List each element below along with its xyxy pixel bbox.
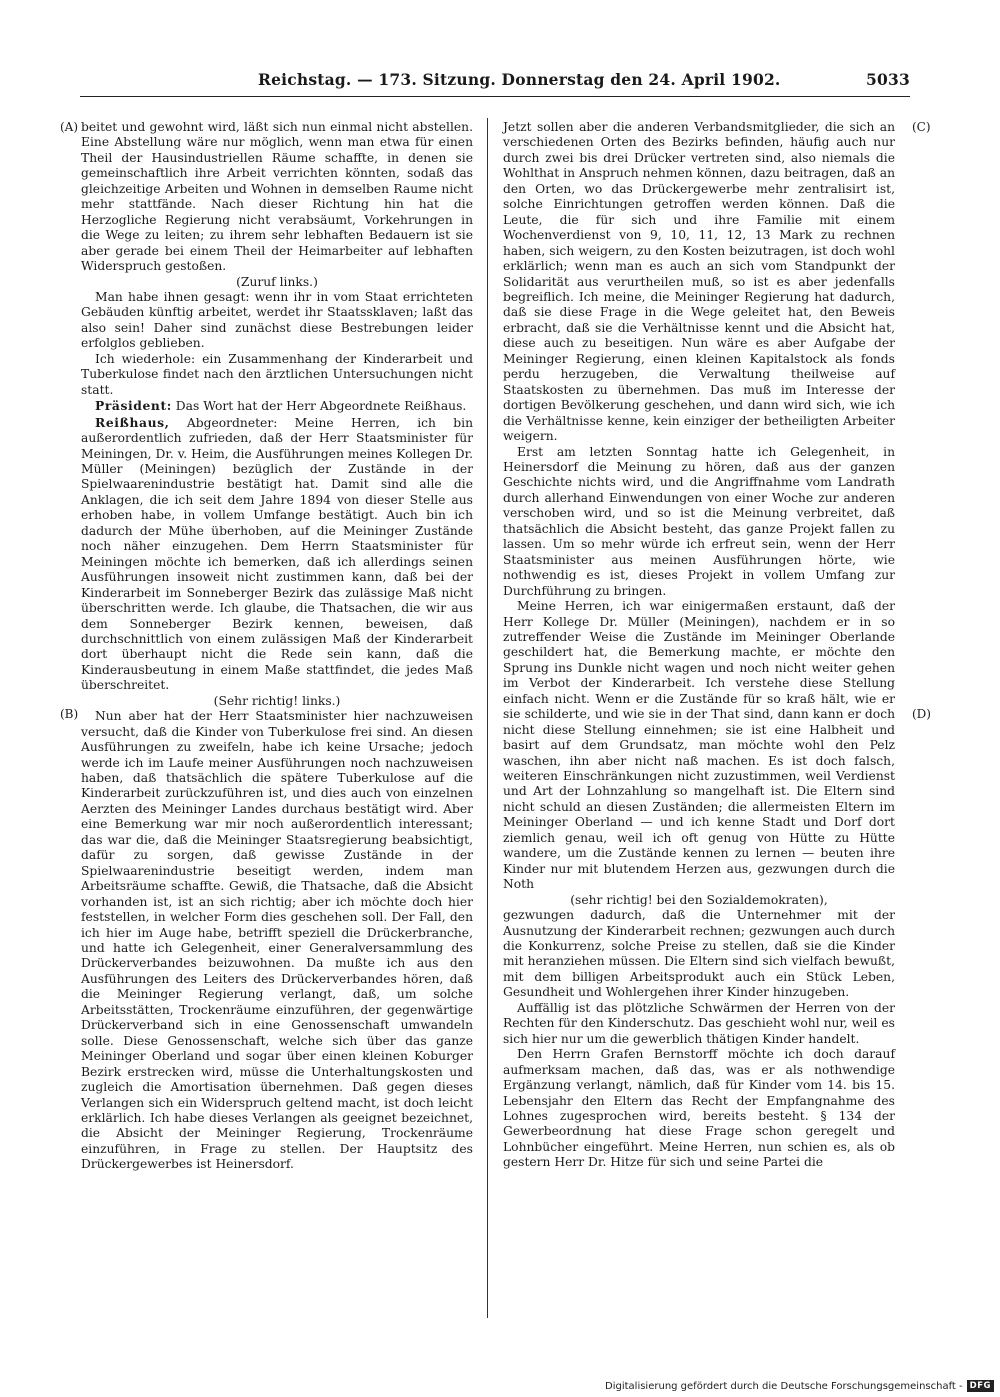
page-header — [80, 70, 910, 96]
margin-marker-c: (C) — [912, 120, 931, 134]
margin-marker-d: (D) — [912, 707, 931, 721]
running-title: Reichstag. — 173. Sitzung. Donnerstag den 24. April 1902. — [258, 70, 781, 89]
footer-credit — [605, 1379, 994, 1393]
margin-marker-b: (B) — [60, 707, 79, 721]
paragraph: Auffällig ist das plötzliche Schwärmen der Herren von der Rechten für den Kinderschutz. Das geschieht wohl nur, weil es sich hier nur um die gewerblich thätigen Kinder handelt. — [503, 1000, 895, 1046]
paragraph: Jetzt sollen aber die anderen Verbandsmitglieder, die sich an verschiedenen Orten des Bezirks befinden, häufig auch nur durch zwei bis drei Drücker vertreten sind, also niemals die Wohlthat in Anspruch nehmen können, dazu beitragen, daß an den Orten, wo das Drückergewerbe mehr zentralisirt ist, solche Einrichtungen getroffen werden können. Daß die Leute, die für sich und ihre Familie mit einem Wochenverdienst von 9, 10, 11, 12, 13 Mark zu rechnen haben, sich weigern, zu den Kosten beizutragen, ist doch wohl erklärlich; wenn man es auch an sich vom Standpunkt der Solidarität aus verurtheilen muß, so ist es aber jedenfalls begreiflich. Ich meine, die Meininger Regierung hat dadurch, daß sie diese Frage in die Wege geleitet hat, den Beweis erbracht, daß sie die Verhältnisse kennt und die Absicht hat, diese auch zu beseitigen. Nun wäre es aber Aufgabe der Meininger Regierung, einen kleinen Kapitalstock als fonds perdu herzugeben, die Verwaltung theilweise auf Staatskosten zu übernehmen. Das muß im Interesse der dortigen Bevölkerung geschehen, und dann wird sich, wie ich die Verhältnisse kenne, kein einziger der betheiligten Arbeiter weigern. — [503, 120, 895, 444]
paragraph: Meine Herren, ich war einigermaßen erstaunt, daß der Herr Kollege Dr. Müller (Meiningen), nachdem er in so zutreffender Weise die Zustände im Meininger Oberlande geschildert hat, die Bemerkung machte, er möchte den Sprung ins Dunkle nicht wagen und noch nicht weiter gehen im Verbot der Kinderarbeit. Ich verstehe diese Stellung einfach nicht. Wenn er die Zustände für so kraß hält, wie er sie schilderte, und wie sie in der That sind, dann kann er doch nicht diese Stellung einnehmen; sie ist eine Halbheit und basirt auf dem Grundsatz, man möchte wohl den Pelz waschen, ihn aber nicht naß machen. Es ist doch falsch, weiteren Einschränkungen nicht zuzustimmen, weil Verdienst und Art der Lohnzahlung so mangelhaft ist. Die Eltern sind nicht schuld an diesen Zuständen; die allermeisten Eltern im Meininger Oberland — und ich kenne Stadt und Dorf dort ziemlich genau, weil ich oft genug von Hütte zu Hütte wandere, um die Zustände kennen zu lernen — beuten ihre Kinder nur mit blutendem Herzen aus, gezwungen durch die Noth — [503, 599, 895, 892]
interjection: (sehr richtig! bei den Sozialdemokraten), — [570, 892, 828, 907]
interjection: (Zuruf links.) — [236, 274, 318, 289]
speaker-paragraph — [81, 415, 473, 694]
paragraph: Nun aber hat der Herr Staatsminister hier nachzuweisen versucht, daß die Kinder von Tuberkulose frei sind. An diesen Ausführungen zu zweifeln, habe ich keine Ursache; jedoch werde ich im Laufe meiner Ausführungen noch nachzuweisen haben, daß thatsächlich die spätere Tuberkulose auf die Kinderarbeit zurückzuführen ist, und dies auch von einzelnen Aerzten des Meininger Landes durchaus bestätigt wird. Aber eine Bemerkung war mir noch außerordentlich interessant; das war die, daß die Meininger Staatsregierung beabsichtigt, dafür zu sorgen, daß gewisse Zustände in der Spielwaarenindustrie beseitigt werden, indem man Arbeitsräume schaffte. Gewiß, die Thatsache, daß die Absicht vorhanden ist, ist an sich richtig; aber ich möchte doch hier feststellen, in welcher Form dies geschehen soll. Der Fall, den ich hier im Auge habe, betrifft speziell die Drückerbranche, und hatte ich Gelegenheit, einer Generalversammlung des Drückerverbandes beizuwohnen. Da mußte ich aus den Ausführungen des Leiters des Drückerverbandes hören, daß die Meininger Regierung verlangt, daß, um solche Arbeitsstätten, Trockenräume einzuführen, der gegenwärtige Drückerverband sich in eine Genossenschaft umwandeln solle. Diese Genossenschaft, welche sich über das ganze Meininger Oberland und sogar über einen kleinen Koburger Bezirk erstrecken wird, müsse die Unterhaltungskosten und zugleich die Amortisation übernehmen. Daß gegen dieses Verlangen sich ein Widerspruch geltend macht, ist doch leicht erklärlich. Ich habe dieses Verlangen als geeignet bezeichnet, die Absicht der Meininger Regierung, Trockenräume einzuführen, in Frage zu stellen. Der Hauptsitz des Drückergewerbes ist Heinersdorf. — [81, 709, 473, 1172]
speaker-name: Präsident: — [95, 398, 172, 414]
paragraph: Man habe ihnen gesagt: wenn ihr in vom Staat errichteten Gebäuden künftig arbeitet, werdet ihr Staatssklaven; laßt das also sein! Daher sind zunächst diese Bestrebungen leider erfolglos geblieben. — [81, 289, 473, 351]
header-rule — [80, 96, 910, 97]
footer-text: Digitalisierung gefördert durch die Deutsche Forschungsgemeinschaft - — [605, 1380, 963, 1392]
paragraph: gezwungen dadurch, daß die Unternehmer mit der Ausnutzung der Kinderarbeit rechnen; gezwungen auch durch die Konkurrenz, solche Preise zu stellen, daß sie die Kinder mit heranziehen müssen. Die Eltern sind sich vielfach bewußt, mit dem billigen Arbeitsprodukt auch ein Stück Leben, Gesundheit und Wohlergehen ihrer Kinder hinzugeben. — [503, 908, 895, 1000]
paragraph-text: Abgeordneter: Meine Herren, ich bin außerordentlich zufrieden, daß der Herr Staatsminister für Meiningen, Dr. v. Heim, die Ausführungen meines Kollegen Dr. Müller (Meiningen) bezüglich der Zustände in der Spielwaarenindustrie bestätigt hat. Damit sind alle die Anklagen, die ich seit dem Jahre 1894 von dieser Stelle aus erhoben habe, in vollem Umfange bestätigt. Auch bin ich dadurch der Mühe überhoben, auf die Meininger Zustände noch näher einzugehen. Dem Herrn Staatsminister für Meiningen möchte ich bemerken, daß ich allerdings seinen Ausführungen insoweit nicht zustimmen kann, daß bei der Kinderarbeit im Sonneberger Bezirk das zulässige Maß nicht überschritten werde. Ich glaube, die Thatsachen, die wir aus dem Sonneberger Bezirk kennen, beweisen, daß durchschnittlich von einem zulässigen Maß der Kinderarbeit dort überhaupt nicht die Rede sein kann, daß die Kinderausbeutung in einem Maße stattfindet, die jedes Maß überschreitet. — [81, 415, 473, 693]
paragraph: Den Herrn Grafen Bernstorff möchte ich doch darauf aufmerksam machen, daß das, was er als nothwendige Ergänzung verlangt, nämlich, daß für Kinder vom 14. bis 15. Lebensjahr den Eltern das Recht der Empfangnahme des Lohnes zugesprochen wird, bereits besteht. § 134 der Gewerbeordnung hat diese Frage schon geregelt und Lohnbücher eingeführt. Meine Herren, nun schien es, als ob gestern Herr Dr. Hitze für sich und seine Partei die — [503, 1047, 895, 1170]
speaker-paragraph — [81, 398, 473, 414]
paragraph-text: Das Wort hat der Herr Abgeordnete Reißhaus. — [171, 399, 467, 414]
interjection: (Sehr richtig! links.) — [213, 693, 341, 708]
speaker-name: Reißhaus, — [95, 414, 170, 430]
page-number: 5033 — [866, 70, 910, 89]
margin-marker-a: (A) — [60, 120, 79, 134]
left-column — [81, 120, 473, 1173]
paragraph: Erst am letzten Sonntag hatte ich Gelegenheit, in Heinersdorf die Meinung zu hören, daß aus der ganzen Geschichte nichts wird, und die Angriffnahme vom Landrath durch allerhand Einwendungen von einer Woche zur anderen verschoben wird, und so ist die Meinung verbreitet, daß thatsächlich die Absicht besteht, das ganze Projekt fallen zu lassen. Um so mehr würde ich erfreut sein, wenn der Herr Staatsminister aus meinen Ausführungen hörte, wie nothwendig es ist, dieses Projekt in vollem Umfang zur Durchführung zu bringen. — [503, 444, 895, 598]
paragraph: Ich wiederhole: ein Zusammenhang der Kinderarbeit und Tuberkulose findet nach den ärztlichen Untersuchungen nicht statt. — [81, 351, 473, 397]
column-divider — [487, 118, 488, 1318]
dfg-logo: DFG — [967, 1380, 994, 1392]
paragraph: beitet und gewohnt wird, läßt sich nun einmal nicht abstellen. Eine Abstellung wäre nur möglich, wenn man etwa für einen Theil der Hausindustriellen Räume schaffte, in denen sie gemeinschaftlich ihre Arbeit verrichten könnten, sodaß das gleichzeitige Arbeiten und Wohnen in demselben Raume nicht mehr stattfände. Nach dieser Richtung hin hat die Herzogliche Regierung nicht verabsäumt, Vorkehrungen in die Wege zu leiten; zu ihrem sehr lebhaften Bedauern ist sie aber gerade bei einem Theil der Heimarbeiter auf lebhaften Widerspruch gestoßen. — [81, 120, 473, 274]
right-column — [503, 120, 895, 1171]
